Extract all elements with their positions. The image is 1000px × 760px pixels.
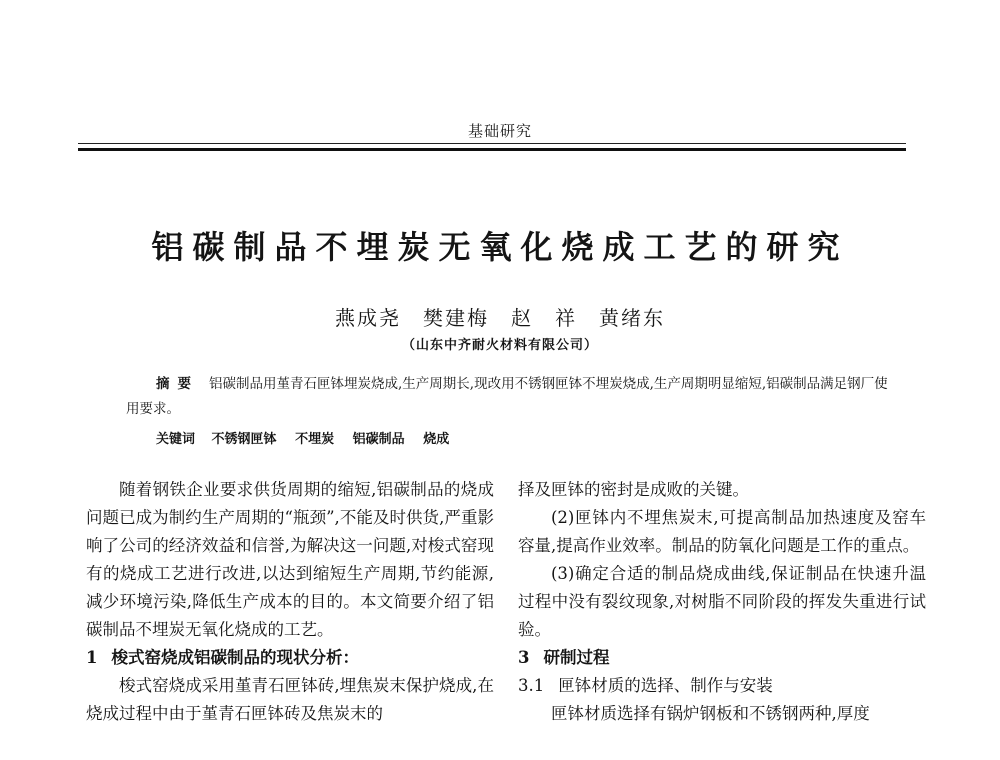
item-3-paragraph: (3)确定合适的制品烧成曲线,保证制品在快速升温过程中没有裂纹现象,对树脂不同阶段的挥发失重进行试验。 <box>518 564 926 639</box>
running-head: 基础研究 <box>467 122 532 140</box>
section-3-1-heading <box>518 672 926 700</box>
section-3-title: 研制过程 <box>543 648 610 667</box>
section-1-title: 梭式窑烧成铝碳制品的现状分析： <box>111 648 359 667</box>
abstract-text: 铝碳制品用堇青石匣钵埋炭烧成,生产周期长,现改用不锈钢匣钵不埋炭烧成,生产周期明显缩短,铝碳制品满足钢厂使用要求。 <box>126 376 888 417</box>
keyword-item: 铝碳制品 <box>352 432 405 447</box>
affiliation: （山东中齐耐火材料有限公司） <box>401 338 598 353</box>
header-rule-thin <box>78 143 906 144</box>
abstract-label: 摘要 <box>156 376 199 392</box>
section-3-heading <box>518 644 926 672</box>
keyword-item: 烧成 <box>423 432 450 447</box>
keyword-item: 不锈钢匣钵 <box>211 432 277 447</box>
left-column <box>86 476 494 728</box>
author-list: 燕成尧 樊建梅 赵 祥 黄绪东 <box>335 306 665 330</box>
keywords-label: 关键词 <box>156 432 196 447</box>
section-3-1-number: 3.1 <box>518 676 545 695</box>
item-2-paragraph: (2)匣钵内不埋焦炭末,可提高制品加热速度及窑车容量,提高作业效率。制品的防氧化问题是工作的重点。 <box>518 508 926 555</box>
keywords <box>156 428 896 447</box>
keyword-item: 不埋炭 <box>295 432 335 447</box>
section-1-heading <box>86 644 494 672</box>
section-3-1-title: 匣钵材质的选择、制作与安装 <box>558 676 773 695</box>
intro-paragraph: 随着钢铁企业要求供货周期的缩短,铝碳制品的烧成问题已成为制约生产周期的“瓶颈”,不能及时供货,严重影响了公司的经济效益和信誉,为解决这一问题,对梭式窑现有的烧成工艺进行改进,以达到缩短生产周期,节约能源,减少环境污染,降低生产成本的目的。本文简要介绍了铝碳制品不埋炭无氧化烧成的工艺。 <box>86 480 494 639</box>
header-rule-thick <box>78 148 906 151</box>
right-column <box>518 476 926 728</box>
abstract <box>126 372 896 422</box>
section-1-number: 1 <box>86 648 98 667</box>
paper-title: 铝碳制品不埋炭无氧化烧成工艺的研究 <box>151 228 849 266</box>
section-3-1-paragraph: 匣钵材质选择有锅炉钢板和不锈钢两种,厚度 <box>551 704 870 723</box>
section-3-number: 3 <box>518 648 530 667</box>
section-1-paragraph: 梭式窑烧成采用堇青石匣钵砖,埋焦炭末保护烧成,在烧成过程中由于堇青石匣钵砖及焦炭末的 <box>86 676 494 723</box>
continued-paragraph: 择及匣钵的密封是成败的关键。 <box>518 480 749 499</box>
